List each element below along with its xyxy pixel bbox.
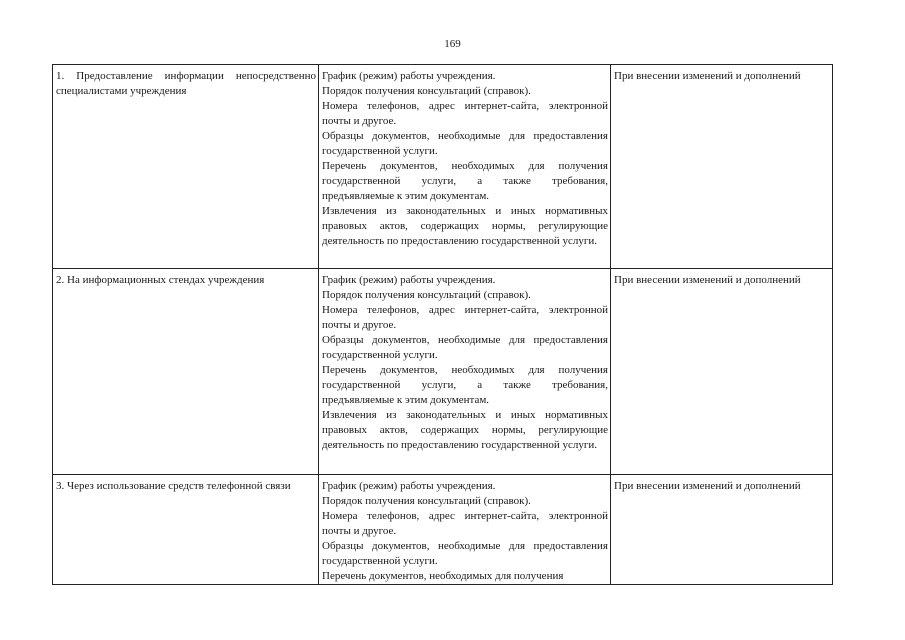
table-row <box>53 475 833 585</box>
content-line: Порядок получения консультаций (справок). <box>322 495 531 507</box>
content-line: Образцы документов, необходимые для предоставления государственной услуги. <box>322 334 608 361</box>
content-line: Перечень документов, необходимых для получения <box>322 570 564 582</box>
frequency-text: При внесении изменений и дополнений <box>614 274 801 286</box>
content-line: Извлечения из законодательных и иных нормативных правовых актов, содержащих нормы, регулирующие деятельность по предоставлению государственной услуги. <box>322 409 608 451</box>
content-line: Порядок получения консультаций (справок). <box>322 289 531 301</box>
frequency-text: При внесении изменений и дополнений <box>614 480 801 492</box>
method-text: 1. Предоставление информации непосредственно специалистами учреждения <box>56 70 316 97</box>
content-line: График (режим) работы учреждения. <box>322 274 496 286</box>
content-line: Извлечения из законодательных и иных нормативных правовых актов, содержащих нормы, регулирующие деятельность по предоставлению государственной услуги. <box>322 205 608 247</box>
content-line: График (режим) работы учреждения. <box>322 70 496 82</box>
content-line: Образцы документов, необходимые для предоставления государственной услуги. <box>322 540 608 567</box>
content-cell <box>319 65 611 269</box>
frequency-text: При внесении изменений и дополнений <box>614 70 801 82</box>
page-number: 169 <box>444 38 461 50</box>
table-row <box>53 65 833 269</box>
content-line: Порядок получения консультаций (справок). <box>322 85 531 97</box>
method-text: 2. На информационных стендах учреждения <box>56 274 265 286</box>
frequency-cell <box>611 269 833 475</box>
frequency-cell <box>611 475 833 585</box>
content-line: Номера телефонов, адрес интернет-сайта, электронной почты и другое. <box>322 510 608 537</box>
content-line: Перечень документов, необходимых для получения государственной услуги, а также требования, предъявляемые к этим документам. <box>322 364 608 406</box>
content-cell <box>319 269 611 475</box>
method-cell <box>53 65 319 269</box>
content-line: Номера телефонов, адрес интернет-сайта, электронной почты и другое. <box>322 100 608 127</box>
content-line: Номера телефонов, адрес интернет-сайта, электронной почты и другое. <box>322 304 608 331</box>
method-cell <box>53 475 319 585</box>
content-line: Перечень документов, необходимых для получения государственной услуги, а также требования, предъявляемые к этим документам. <box>322 160 608 202</box>
content-line: Образцы документов, необходимые для предоставления государственной услуги. <box>322 130 608 157</box>
content-line: График (режим) работы учреждения. <box>322 480 496 492</box>
content-cell <box>319 475 611 585</box>
table-row <box>53 269 833 475</box>
information-table <box>52 64 833 585</box>
method-text: 3. Через использование средств телефонной связи <box>56 480 291 492</box>
method-cell <box>53 269 319 475</box>
frequency-cell <box>611 65 833 269</box>
